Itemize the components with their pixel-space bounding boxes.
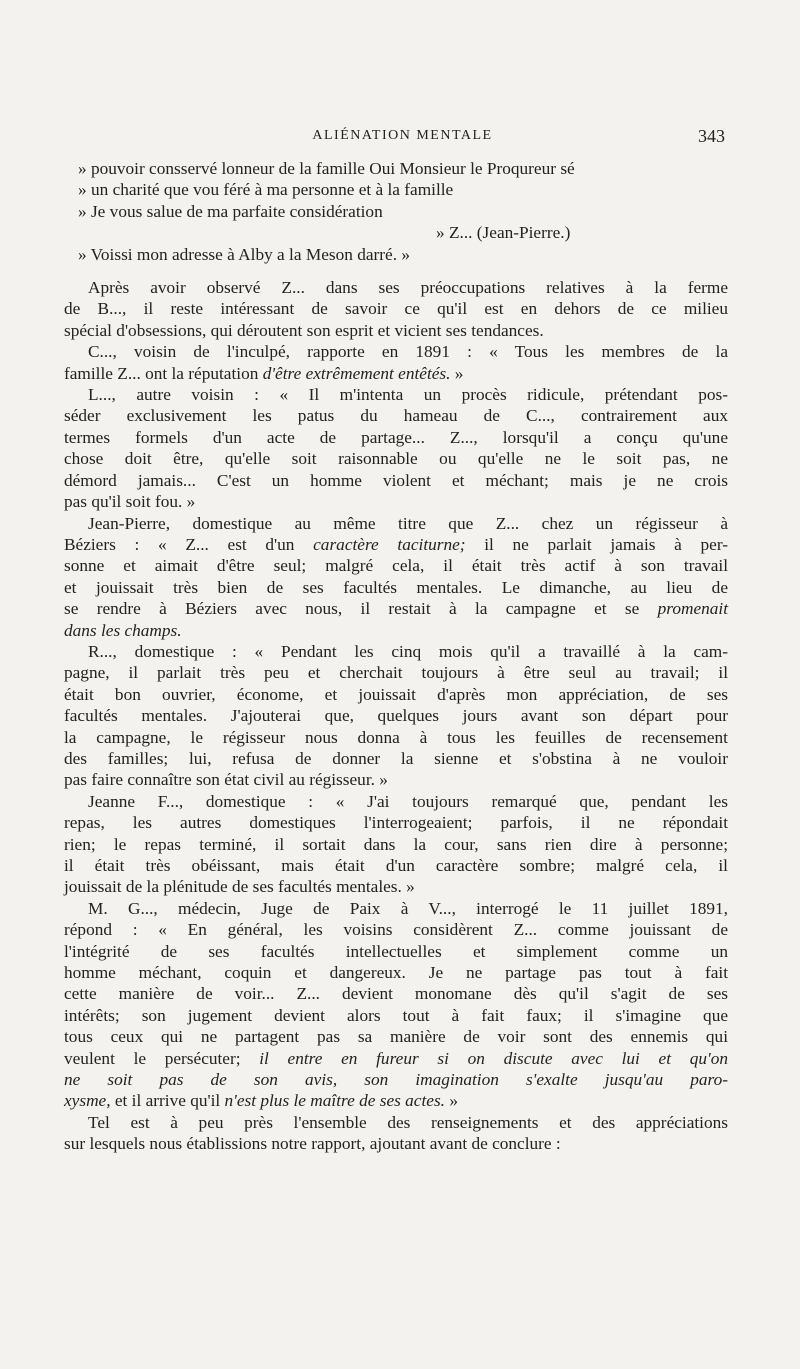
text-run: famille Z... ont la réputation bbox=[64, 363, 263, 383]
paragraph-line: la campagne, le régisseur nous donna à tous les feuilles de recensement bbox=[64, 727, 728, 747]
letter-line: » un charité que vou féré à ma personne et à la famille bbox=[78, 180, 454, 200]
paragraph-line: R..., domestique : « Pendant les cinq mois qu'il a travaillé à la cam- bbox=[88, 641, 728, 661]
italic-run: caractère taciturne; bbox=[313, 534, 466, 554]
text-run: » bbox=[445, 1091, 458, 1111]
paragraph-line: des familles; lui, refusa de donner la sienne et s'obstina à ne vouloir bbox=[64, 748, 728, 768]
letter-line: » Je vous salue de ma parfaite considération bbox=[78, 201, 383, 221]
paragraph-line: et jouissait très bien de ses facultés mentales. Le dimanche, au lieu de bbox=[64, 577, 728, 597]
letter-postscript: » Voissi mon adresse à Alby a la Meson darré. » bbox=[78, 244, 410, 264]
paragraph-line bbox=[64, 1048, 728, 1069]
paragraph-line: M. G..., médecin, Juge de Paix à V..., interrogé le 11 juillet 1891, bbox=[88, 898, 728, 918]
paragraph-line: homme méchant, coquin et dangereux. Je ne partage pas tout à fait bbox=[64, 963, 728, 983]
page-number: 343 bbox=[698, 126, 725, 146]
paragraph-line: démord jamais... C'est un homme violent et méchant; mais je ne crois bbox=[64, 470, 728, 490]
paragraph-line bbox=[64, 620, 728, 641]
italic-run: n'est plus le maître de ses actes. bbox=[224, 1091, 445, 1111]
paragraph-line: l'intégrité de ses facultés intellectuelles et simplement comme un bbox=[64, 941, 728, 961]
text-run: et il arrive qu'il bbox=[110, 1091, 225, 1111]
paragraph-line: cette manière de voir... Z... devient monomane dès qu'il s'agit de ses bbox=[64, 984, 728, 1004]
paragraph-line: sur lesquels nous établissions notre rapport, ajoutant avant de conclure : bbox=[64, 1134, 561, 1154]
paragraph-line bbox=[64, 363, 728, 384]
paragraph-line: spécial d'obsessions, qui déroutent son esprit et vicient ses tendances. bbox=[64, 320, 544, 340]
paragraph-line: rien; le repas terminé, il sortait dans la cour, sans rien dire à personne; bbox=[64, 834, 728, 854]
paragraph-line: L..., autre voisin : « Il m'intenta un procès ridicule, prétendant pos- bbox=[88, 385, 728, 405]
paragraph-line: de B..., il reste intéressant de savoir ce qu'il est en dehors de ce milieu bbox=[64, 299, 728, 319]
paragraph-line: C..., voisin de l'inculpé, rapporte en 1891 : « Tous les membres de la bbox=[88, 342, 728, 362]
running-head: ALIÉNATION MENTALE bbox=[312, 128, 493, 143]
paragraph-line: Jeanne F..., domestique : « J'ai toujours remarqué que, pendant les bbox=[88, 791, 728, 811]
paragraph-line: tous ceux qui ne partagent pas sa manière de voir sont des ennemis qui bbox=[64, 1027, 728, 1047]
text-run: » bbox=[450, 363, 464, 383]
italic-run: ne soit pas de son avis, son imagination s'exalte jusqu'au paro- bbox=[64, 1070, 728, 1090]
paragraph-line: jouissait de la plénitude de ses facultés mentales. » bbox=[64, 877, 415, 897]
text-run: Béziers : « Z... est d'un bbox=[64, 534, 314, 554]
page-header bbox=[80, 126, 725, 148]
text-run: il ne parlait jamais à per- bbox=[465, 534, 728, 554]
body-text bbox=[64, 158, 728, 1155]
paragraph-line: pas faire connaître son état civil au régisseur. » bbox=[64, 770, 388, 790]
paragraph-gap bbox=[64, 265, 728, 277]
paragraph-line: Tel est à peu près l'ensemble des renseignements et des appréciations bbox=[88, 1112, 728, 1132]
italic-run: il entre en fureur si on discute avec lui et qu'on bbox=[259, 1048, 728, 1068]
paragraph-line: sonne et aimait d'être seul; malgré cela, il était très actif à son travail bbox=[64, 556, 728, 576]
paragraph-line bbox=[64, 1069, 728, 1090]
paragraph-line: intérêts; son jugement devient alors tout à fait faux; il s'imagine que bbox=[64, 1005, 728, 1025]
text-run: se rendre à Béziers avec nous, il restait à la campagne et se bbox=[64, 599, 658, 619]
italic-run: d'être extrêmement entêtés. bbox=[262, 363, 451, 383]
paragraph-line: pagne, il parlait très peu et cherchait toujours à être seul au travail; il bbox=[64, 663, 728, 683]
paragraph-line: termes formels d'un acte de partage... Z..., lorsqu'il a conçu qu'une bbox=[64, 427, 728, 447]
letter-signature: » Z... (Jean-Pierre.) bbox=[436, 223, 571, 243]
text-run: veulent le persécuter; bbox=[64, 1048, 260, 1068]
paragraph-line bbox=[64, 598, 728, 619]
paragraph-line: pas qu'il soit fou. » bbox=[64, 492, 196, 512]
paragraph-line: Après avoir observé Z... dans ses préoccupations relatives à la ferme bbox=[88, 278, 728, 298]
paragraph-line: repas, les autres domestiques l'interrogeaient; parfois, il ne répondait bbox=[64, 813, 728, 833]
italic-run: dans les champs. bbox=[64, 620, 182, 640]
paragraph-line bbox=[64, 1090, 728, 1111]
italic-run: xysme, bbox=[64, 1091, 111, 1111]
paragraph-line: répond : « En général, les voisins considèrent Z... comme jouissant de bbox=[64, 920, 728, 940]
paragraph-line: chose doit être, qu'elle soit raisonnable ou qu'elle ne le soit pas, ne bbox=[64, 449, 728, 469]
paragraph-line bbox=[64, 534, 728, 555]
paragraph-line: était bon ouvrier, économe, et jouissait d'après mon appréciation, de ses bbox=[64, 684, 728, 704]
letter-line: » pouvoir consservé lonneur de la famille Oui Monsieur le Proqureur sé bbox=[78, 159, 575, 178]
paragraph-line: facultés mentales. J'ajouterai que, quelques jours avant son départ pour bbox=[64, 706, 728, 726]
paragraph-line: Jean-Pierre, domestique au même titre que Z... chez un régisseur à bbox=[88, 513, 728, 533]
paragraph-line: séder exclusivement les patus du hameau de C..., contrairement aux bbox=[64, 406, 728, 426]
italic-run: promenait bbox=[657, 599, 728, 619]
paragraph-line: il était très obéissant, mais était d'un caractère sombre; malgré cela, il bbox=[64, 856, 728, 875]
